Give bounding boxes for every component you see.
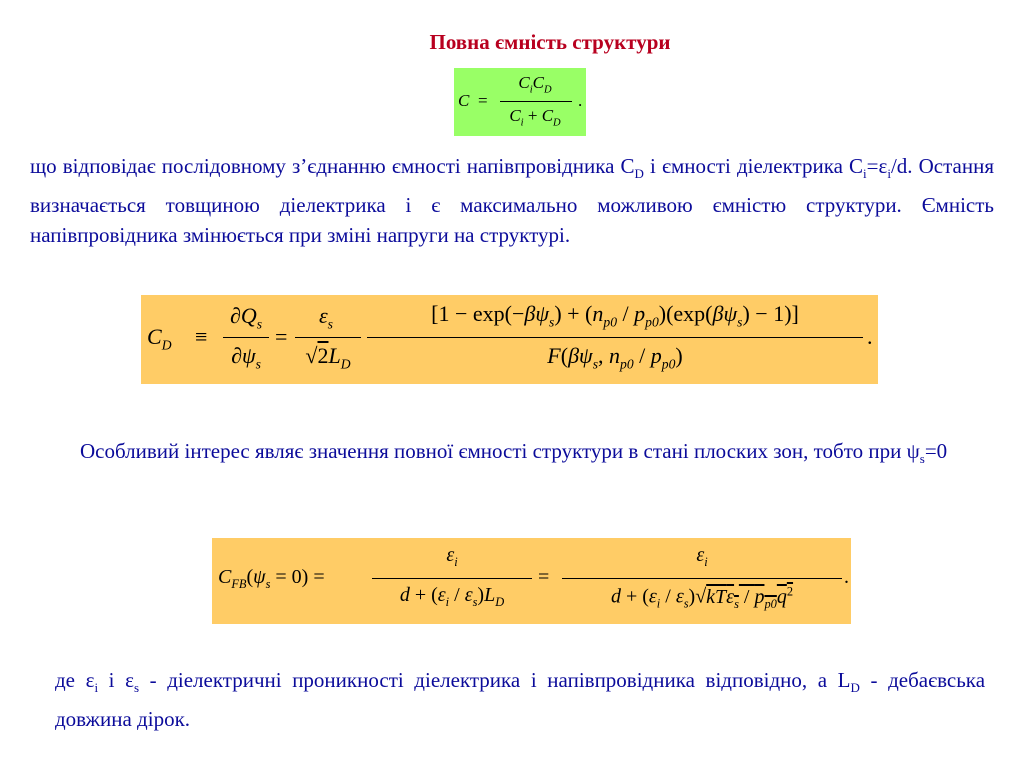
formula-total-capacitance: C = $C_iC_D$ $C_i + C_D$ .	[454, 68, 586, 136]
paragraph-definitions: де $\varepsilon_i$ і $\varepsilon_s$ - діелектричні проникності діелектрика і напівпровідника відповідно, а $L_D$ - дебаєвська довжина дірок.	[55, 668, 986, 731]
formula-flat-band-capacitance: $C_{FB}(\psi_s = 0)$ = $\varepsilon_i$ $d + (\varepsilon_i / \varepsilon_s)L_D$ = $\varepsilon_i$ $d + (\varepsilon_i / \varepsilon_s)√kT\varepsilon_s / p_{p0}q^2$ .	[212, 538, 851, 624]
paragraph-series-connection: що відповідає послідовному з’єднанню ємності напівпровідника $C_D$ і ємності діелектрика $C_i=\varepsilon_i/d$. Остання визначається товщиною діелектрика і є максимально можливою ємністю структури. Ємність напівпровідника змінюється при зміні напруги на структурі.	[30, 154, 994, 248]
paragraph-flat-band: Особливий інтерес являє значення повної ємності структури в стані плоских зон, тобто при $\psi_s=0$	[80, 439, 948, 467]
formula-semiconductor-capacitance: $C_D$ ≡ $\partial Q_s$ $\partial\psi_s$ = $\varepsilon_s$ $√2L_D$ $[1 - \exp(-\beta\psi_s) + (n_{p0} / p_{p0})(\exp(\beta\psi_s) - 1)]$ $F(\beta\psi_s$, $n_{p0} / p_{p0}$) .	[141, 295, 878, 384]
slide-title: Повна ємність структури	[429, 30, 671, 54]
